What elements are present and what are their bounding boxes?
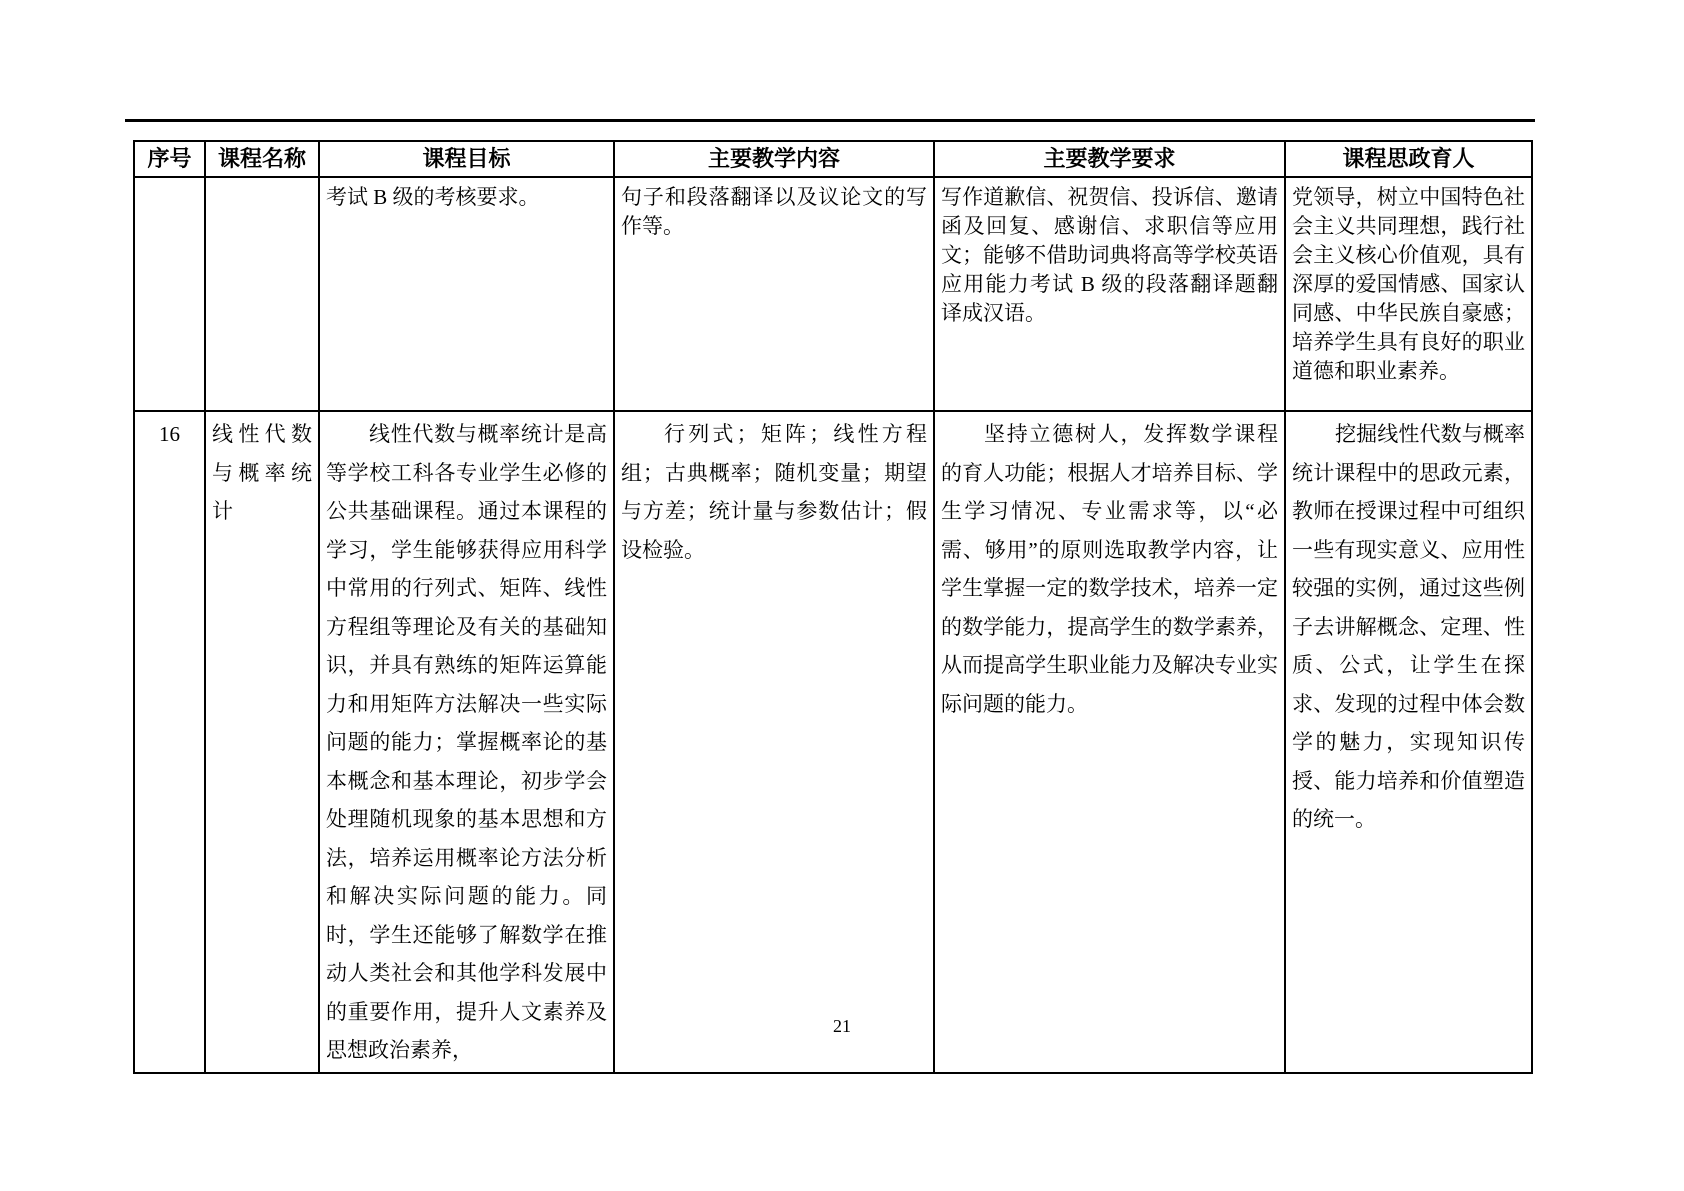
header-cell-ideology: 课程思政育人 [1285, 141, 1532, 177]
cell-cont-no [134, 177, 205, 411]
cell-cont-objective: 考试 B 级的考核要求。 [319, 177, 614, 411]
cell-16-no: 16 [134, 411, 205, 1073]
header-cell-requirement: 主要教学要求 [934, 141, 1285, 177]
cell-16-content: 行列式；矩阵；线性方程组；古典概率；随机变量；期望与方差；统计量与参数估计；假设检验。 [614, 411, 934, 1073]
header-cell-course-name: 课程名称 [205, 141, 319, 177]
cell-16-objective: 线性代数与概率统计是高等学校工科各专业学生必修的公共基础课程。通过本课程的学习，学生能够获得应用科学中常用的行列式、矩阵、线性方程组等理论及有关的基础知识，并具有熟练的矩阵运算能力和用矩阵方法解决一些实际问题的能力；掌握概率论的基本概念和基本理论，初步学会处理随机现象的基本思想和方法，培养运用概率论方法分析和解决实际问题的能力。同时，学生还能够了解数学在推动人类社会和其他学科发展中的重要作用，提升人文素养及思想政治素养， [319, 411, 614, 1073]
header-cell-content: 主要教学内容 [614, 141, 934, 177]
cell-16-course-name: 线性代数与概率统计 [205, 411, 319, 1073]
course-table [133, 140, 1533, 1074]
cell-cont-requirement: 写作道歉信、祝贺信、投诉信、邀请函及回复、感谢信、求职信等应用文；能够不借助词典将高等学校英语应用能力考试 B 级的段落翻译题翻译成汉语。 [934, 177, 1285, 411]
cell-cont-course-name [205, 177, 319, 411]
cell-cont-ideology: 党领导，树立中国特色社会主义共同理想，践行社会主义核心价值观，具有深厚的爱国情感、国家认同感、中华民族自豪感；培养学生具有良好的职业道德和职业素养。 [1285, 177, 1532, 411]
page-number: 21 [833, 1016, 851, 1036]
table-row-16 [134, 411, 1532, 1073]
cell-16-requirement: 坚持立德树人，发挥数学课程的育人功能；根据人才培养目标、学生学习情况、专业需求等，以“必需、够用”的原则选取教学内容，让学生掌握一定的数学技术，培养一定的数学能力，提高学生的数学素养，从而提高学生职业能力及解决专业实际问题的能力。 [934, 411, 1285, 1073]
header-cell-no: 序号 [134, 141, 205, 177]
cell-cont-content: 句子和段落翻译以及议论文的写作等。 [614, 177, 934, 411]
header-rule [125, 119, 1535, 122]
header-cell-objective: 课程目标 [319, 141, 614, 177]
table-header-row [134, 141, 1532, 177]
cell-16-ideology: 挖掘线性代数与概率统计课程中的思政元素，教师在授课过程中可组织一些有现实意义、应用性较强的实例，通过这些例子去讲解概念、定理、性质、公式，让学生在探求、发现的过程中体会数学的魅力，实现知识传授、能力培养和价值塑造的统一。 [1285, 411, 1532, 1073]
table-row-continuation [134, 177, 1532, 411]
